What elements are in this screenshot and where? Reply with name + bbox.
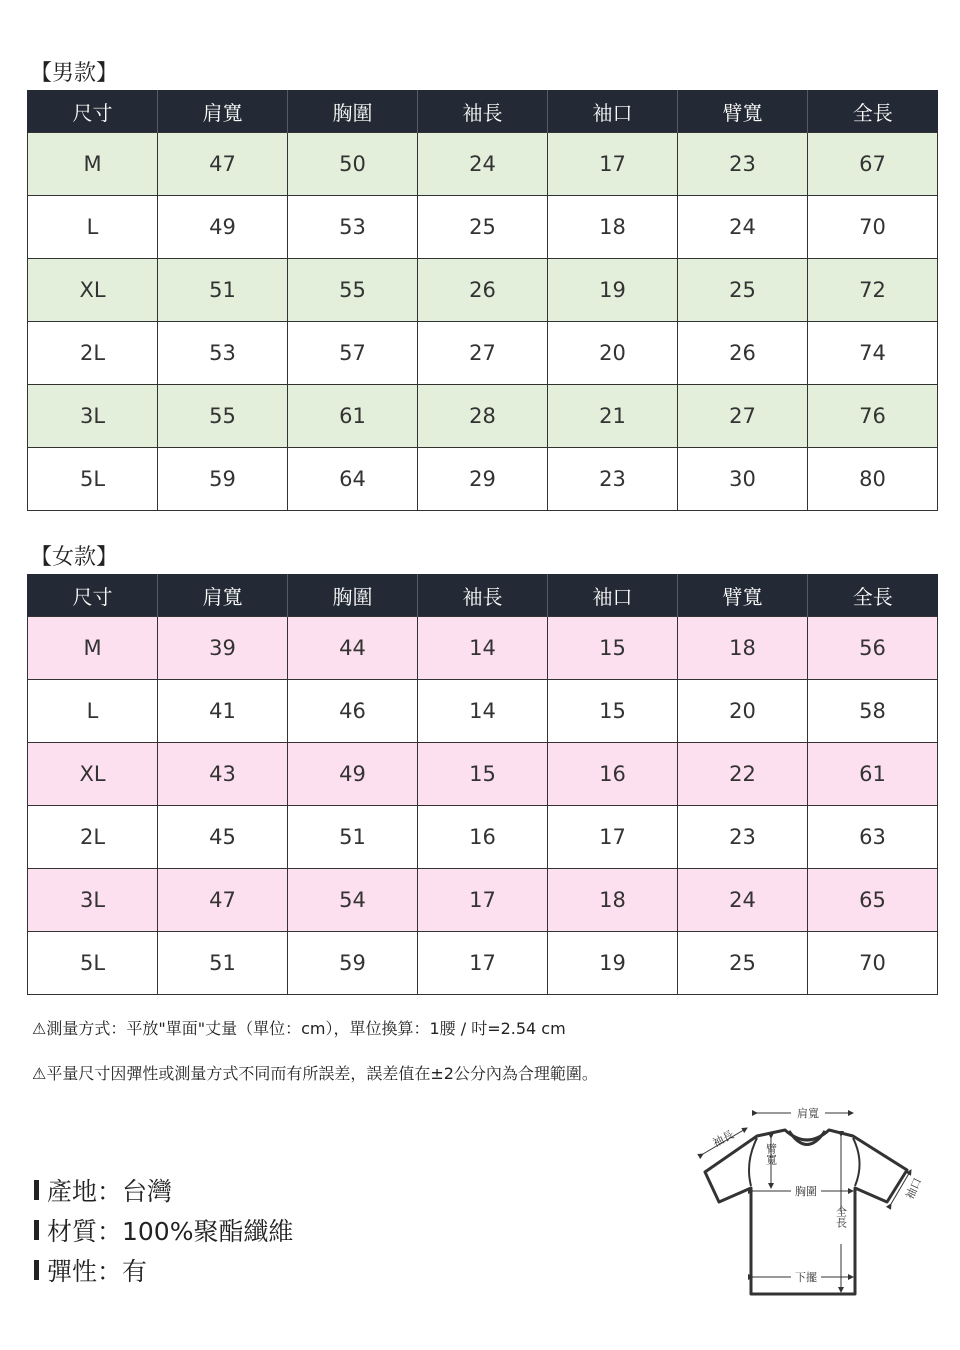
- size-cell: 2L: [28, 322, 158, 385]
- measurement-cell: 30: [678, 448, 808, 511]
- measurement-cell: 18: [548, 196, 678, 259]
- measurement-cell: 56: [808, 617, 938, 680]
- table-row: [28, 932, 938, 995]
- measurement-cell: 51: [158, 932, 288, 995]
- size-cell: 5L: [28, 448, 158, 511]
- measurement-cell: 23: [678, 806, 808, 869]
- spec-bullet: [34, 1260, 39, 1280]
- measurement-cell: 74: [808, 322, 938, 385]
- spec-elasticity: [34, 1252, 147, 1288]
- measurement-cell: 70: [808, 932, 938, 995]
- measurement-cell: 80: [808, 448, 938, 511]
- men-table-body: [28, 133, 938, 511]
- measurement-cell: 45: [158, 806, 288, 869]
- measurement-cell: 27: [678, 385, 808, 448]
- measurement-cell: 53: [158, 322, 288, 385]
- measurement-cell: 28: [418, 385, 548, 448]
- women-header-cell: 全長: [808, 574, 938, 617]
- size-cell: 3L: [28, 385, 158, 448]
- women-header-cell: 尺寸: [28, 574, 158, 617]
- measurement-note: ⚠測量方式：平放"單面"丈量（單位：cm），單位換算：1腰 / 吋=2.54 cm: [32, 1019, 566, 1038]
- measurement-cell: 46: [288, 680, 418, 743]
- measurement-cell: 15: [548, 680, 678, 743]
- measurement-cell: 54: [288, 869, 418, 932]
- measurement-cell: 15: [418, 743, 548, 806]
- table-row: [28, 869, 938, 932]
- men-header-cell: 臂寬: [678, 90, 808, 133]
- measurement-cell: 63: [808, 806, 938, 869]
- measurement-cell: 61: [288, 385, 418, 448]
- measurement-cell: 43: [158, 743, 288, 806]
- tolerance-note: ⚠平量尺寸因彈性或測量方式不同而有所誤差，誤差值在±2公分內為合理範圍。: [32, 1064, 598, 1083]
- size-cell: 5L: [28, 932, 158, 995]
- measurement-cell: 29: [418, 448, 548, 511]
- men-header-cell: 袖口: [548, 90, 678, 133]
- women-header-cell: 肩寬: [158, 574, 288, 617]
- size-cell: M: [28, 617, 158, 680]
- women-header-row: [28, 574, 938, 617]
- measurement-cell: 53: [288, 196, 418, 259]
- table-row: [28, 617, 938, 680]
- spec-bullet: [34, 1180, 39, 1200]
- measurement-cell: 72: [808, 259, 938, 322]
- size-cell: 3L: [28, 869, 158, 932]
- measurement-cell: 16: [418, 806, 548, 869]
- measurement-cell: 18: [548, 869, 678, 932]
- table-row: [28, 322, 938, 385]
- measurement-cell: 24: [678, 196, 808, 259]
- women-table-body: [28, 617, 938, 995]
- measurement-cell: 23: [548, 448, 678, 511]
- measurement-cell: 24: [418, 133, 548, 196]
- measurement-cell: 14: [418, 680, 548, 743]
- measurement-cell: 55: [158, 385, 288, 448]
- measurement-cell: 27: [418, 322, 548, 385]
- size-cell: M: [28, 133, 158, 196]
- measurement-cell: 49: [158, 196, 288, 259]
- men-header-row: [28, 90, 938, 133]
- label-arm-width: 臂寬: [764, 1143, 778, 1165]
- measurement-cell: 16: [548, 743, 678, 806]
- tshirt-measurement-diagram: [695, 1100, 930, 1300]
- measurement-cell: 25: [418, 196, 548, 259]
- table-row: [28, 680, 938, 743]
- size-cell: L: [28, 680, 158, 743]
- label-sleeve-length: 袖長: [710, 1128, 737, 1150]
- label-cuff: 袖口: [903, 1175, 925, 1202]
- measurement-cell: 39: [158, 617, 288, 680]
- measurement-cell: 17: [548, 806, 678, 869]
- measurement-cell: 64: [288, 448, 418, 511]
- measurement-cell: 17: [548, 133, 678, 196]
- measurement-cell: 55: [288, 259, 418, 322]
- men-header-cell: 袖長: [418, 90, 548, 133]
- measurement-cell: 50: [288, 133, 418, 196]
- men-header-cell: 肩寬: [158, 90, 288, 133]
- measurement-cell: 51: [288, 806, 418, 869]
- measurement-cell: 14: [418, 617, 548, 680]
- table-row: [28, 743, 938, 806]
- spec-material-text: 材質：100%聚酯纖維: [47, 1217, 294, 1246]
- label-length: 全長: [834, 1206, 848, 1228]
- measurement-cell: 24: [678, 869, 808, 932]
- spec-origin-text: 產地：台灣: [47, 1177, 173, 1206]
- size-cell: L: [28, 196, 158, 259]
- measurement-cell: 58: [808, 680, 938, 743]
- measurement-cell: 70: [808, 196, 938, 259]
- measurement-cell: 61: [808, 743, 938, 806]
- measurement-cell: 18: [678, 617, 808, 680]
- measurement-cell: 26: [418, 259, 548, 322]
- spec-bullet: [34, 1220, 39, 1240]
- label-hem: 下擺: [795, 1271, 817, 1284]
- measurement-cell: 25: [678, 259, 808, 322]
- size-cell: 2L: [28, 806, 158, 869]
- measurement-cell: 51: [158, 259, 288, 322]
- measurement-cell: 41: [158, 680, 288, 743]
- label-shoulder: 肩寬: [797, 1107, 819, 1120]
- label-chest: 胸圍: [795, 1185, 817, 1198]
- table-row: [28, 259, 938, 322]
- measurement-cell: 15: [548, 617, 678, 680]
- men-section-title: 【男款】: [30, 61, 119, 86]
- measurement-cell: 17: [418, 932, 548, 995]
- measurement-cell: 47: [158, 133, 288, 196]
- measurement-cell: 26: [678, 322, 808, 385]
- men-size-table: [27, 90, 938, 511]
- measurement-cell: 20: [678, 680, 808, 743]
- spec-elasticity-text: 彈性：有: [47, 1257, 148, 1286]
- measurement-cell: 49: [288, 743, 418, 806]
- measurement-cell: 76: [808, 385, 938, 448]
- measurement-cell: 57: [288, 322, 418, 385]
- spec-material: [34, 1212, 293, 1248]
- measurement-cell: 23: [678, 133, 808, 196]
- men-header-cell: 尺寸: [28, 90, 158, 133]
- women-header-cell: 臂寬: [678, 574, 808, 617]
- measurement-cell: 21: [548, 385, 678, 448]
- measurement-cell: 47: [158, 869, 288, 932]
- measurement-cell: 25: [678, 932, 808, 995]
- spec-origin: [34, 1172, 172, 1208]
- table-row: [28, 806, 938, 869]
- women-header-cell: 袖口: [548, 574, 678, 617]
- measurement-cell: 19: [548, 259, 678, 322]
- table-row: [28, 385, 938, 448]
- size-cell: XL: [28, 259, 158, 322]
- women-section-title: 【女款】: [30, 545, 119, 570]
- measurement-cell: 17: [418, 869, 548, 932]
- measurement-cell: 44: [288, 617, 418, 680]
- measurement-cell: 20: [548, 322, 678, 385]
- table-row: [28, 196, 938, 259]
- table-row: [28, 448, 938, 511]
- men-header-cell: 全長: [808, 90, 938, 133]
- tshirt-outline: [705, 1130, 907, 1294]
- size-cell: XL: [28, 743, 158, 806]
- measurement-cell: 67: [808, 133, 938, 196]
- women-size-table: [27, 574, 938, 995]
- measurement-cell: 22: [678, 743, 808, 806]
- measurement-cell: 65: [808, 869, 938, 932]
- women-header-cell: 胸圍: [288, 574, 418, 617]
- measurement-cell: 59: [288, 932, 418, 995]
- measurement-cell: 19: [548, 932, 678, 995]
- measurement-cell: 59: [158, 448, 288, 511]
- men-header-cell: 胸圍: [288, 90, 418, 133]
- women-header-cell: 袖長: [418, 574, 548, 617]
- table-row: [28, 133, 938, 196]
